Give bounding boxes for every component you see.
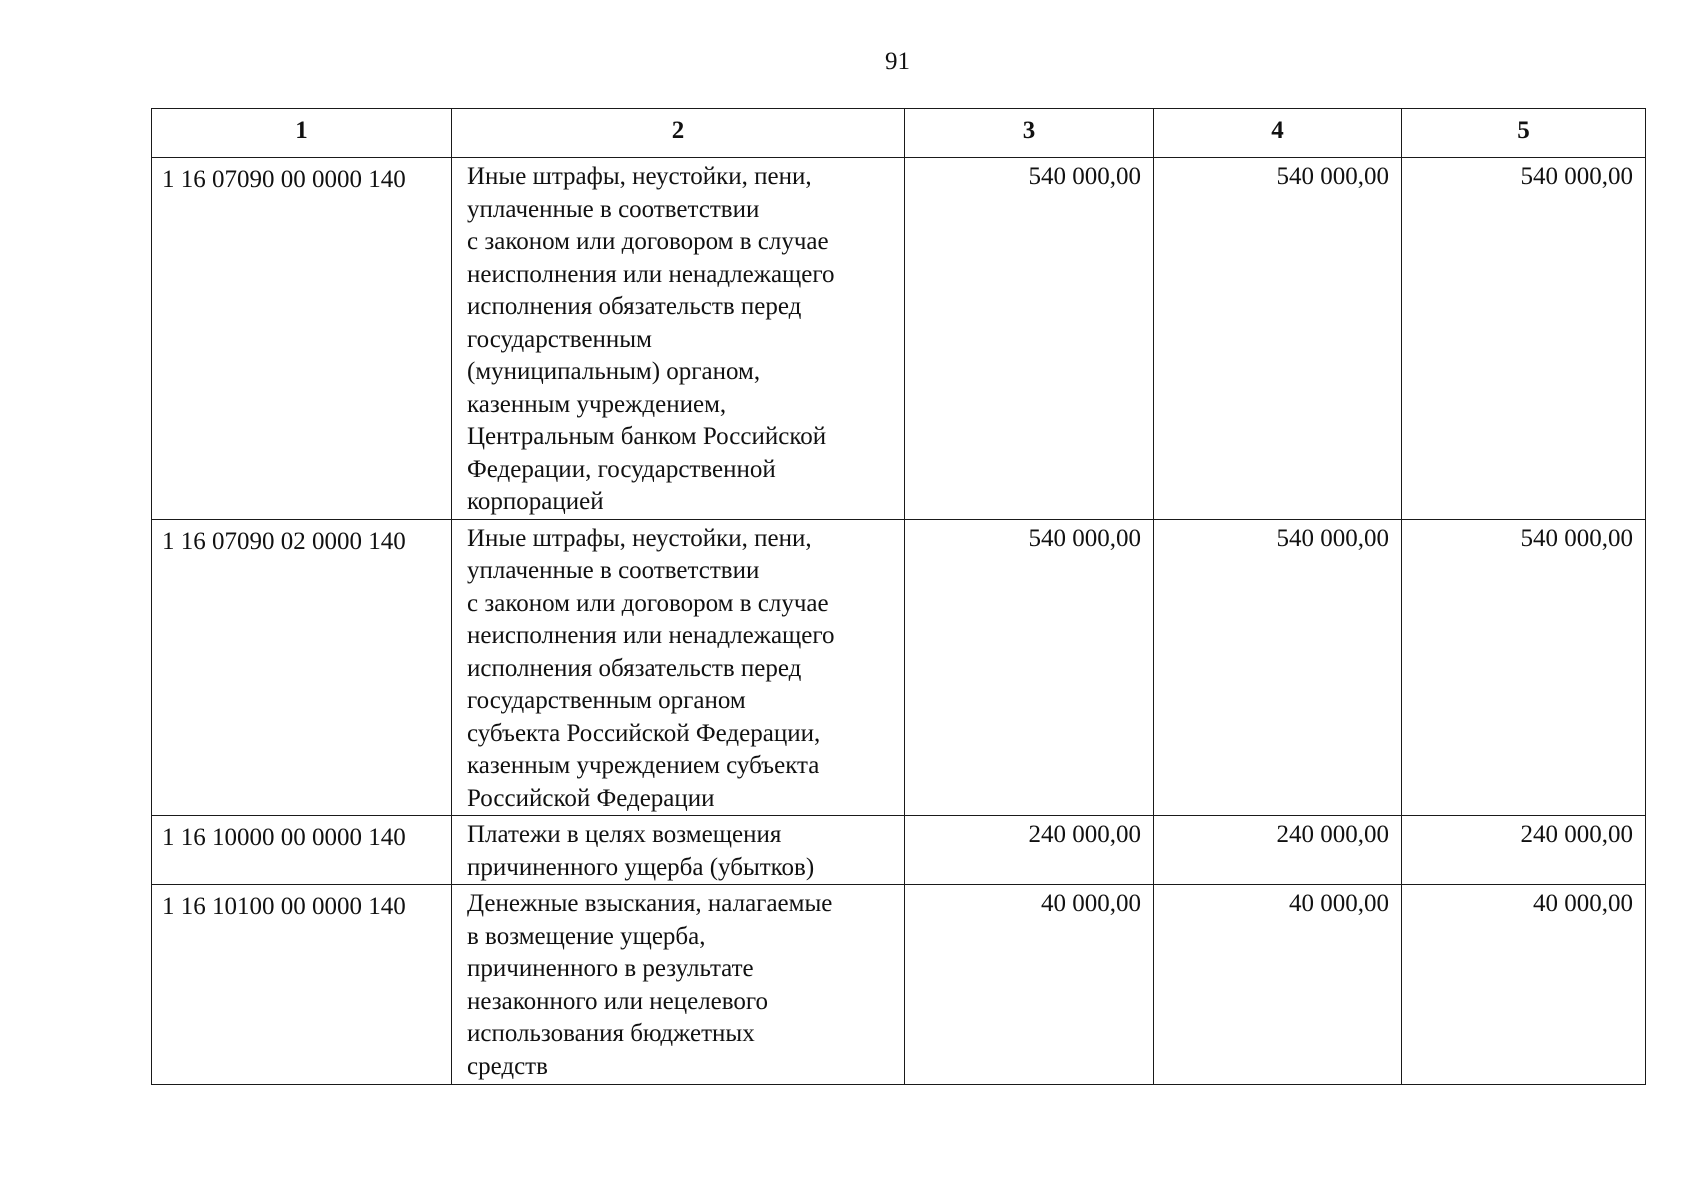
header-col-3: 3	[905, 109, 1154, 158]
header-col-5: 5	[1402, 109, 1646, 158]
row-description	[452, 885, 905, 1085]
table-row	[152, 519, 1646, 816]
description-line: Федерации, государственной	[467, 455, 776, 483]
description-line: Центральным банком Российской	[467, 423, 827, 450]
table-header-row	[152, 109, 1646, 158]
description-line: Иные штрафы, неустойки, пени,	[467, 524, 812, 552]
row-amount-col3: 540 000,00	[905, 519, 1154, 816]
description-line: с законом или договором в случае	[467, 589, 829, 617]
description-line: причиненного ущерба (убытков)	[467, 853, 815, 881]
row-code: 1 16 07090 02 0000 140	[152, 519, 452, 816]
budget-table	[151, 108, 1646, 1085]
description-line: корпорацией	[467, 488, 604, 515]
description-line: Платежи в целях возмещения	[467, 821, 782, 848]
description-line: субъекта Российской Федерации,	[467, 719, 821, 747]
description-line: государственным	[467, 325, 652, 353]
row-amount-col4: 40 000,00	[1154, 885, 1402, 1085]
row-amount-col5: 40 000,00	[1402, 885, 1646, 1085]
description-line: использования бюджетных	[467, 1020, 755, 1047]
row-description	[452, 519, 905, 816]
description-line: причиненного в результате	[467, 955, 754, 982]
row-description	[452, 816, 905, 885]
description-line: (муниципальным) органом,	[467, 358, 761, 385]
row-code: 1 16 10000 00 0000 140	[152, 816, 452, 885]
row-amount-col3: 540 000,00	[905, 158, 1154, 520]
description-line: Российской Федерации	[467, 784, 715, 812]
description-line: уплаченные в соответствии	[467, 557, 760, 584]
row-amount-col5: 240 000,00	[1402, 816, 1646, 885]
row-amount-col4: 540 000,00	[1154, 158, 1402, 520]
description-line: Денежные взыскания, налагаемые	[467, 890, 833, 917]
description-line: с законом или договором в случае	[467, 228, 829, 255]
row-amount-col4: 540 000,00	[1154, 519, 1402, 816]
row-code: 1 16 10100 00 0000 140	[152, 885, 452, 1085]
row-description	[452, 158, 905, 520]
description-line: исполнения обязательств перед	[467, 654, 802, 682]
header-col-1: 1	[152, 109, 452, 158]
header-col-2: 2	[452, 109, 905, 158]
table-row	[152, 816, 1646, 885]
page-number: 91	[885, 48, 910, 75]
table-row	[152, 158, 1646, 520]
description-line: уплаченные в соответствии	[467, 195, 760, 223]
description-line: государственным органом	[467, 687, 746, 714]
table-row	[152, 885, 1646, 1085]
row-amount-col3: 240 000,00	[905, 816, 1154, 885]
description-line: средств	[467, 1052, 548, 1080]
row-amount-col5: 540 000,00	[1402, 519, 1646, 816]
description-line: казенным учреждением,	[467, 390, 727, 418]
header-col-4: 4	[1154, 109, 1402, 158]
row-amount-col3: 40 000,00	[905, 885, 1154, 1085]
description-line: неисполнения или ненадлежащего	[467, 622, 835, 649]
description-line: неисполнения или ненадлежащего	[467, 260, 835, 288]
row-amount-col4: 240 000,00	[1154, 816, 1402, 885]
description-line: исполнения обязательств перед	[467, 293, 802, 320]
description-line: в возмещение ущерба,	[467, 922, 706, 950]
row-amount-col5: 540 000,00	[1402, 158, 1646, 520]
description-line: казенным учреждением субъекта	[467, 752, 820, 779]
row-code: 1 16 07090 00 0000 140	[152, 158, 452, 520]
description-line: Иные штрафы, неустойки, пени,	[467, 163, 812, 190]
description-line: незаконного или нецелевого	[467, 987, 769, 1015]
